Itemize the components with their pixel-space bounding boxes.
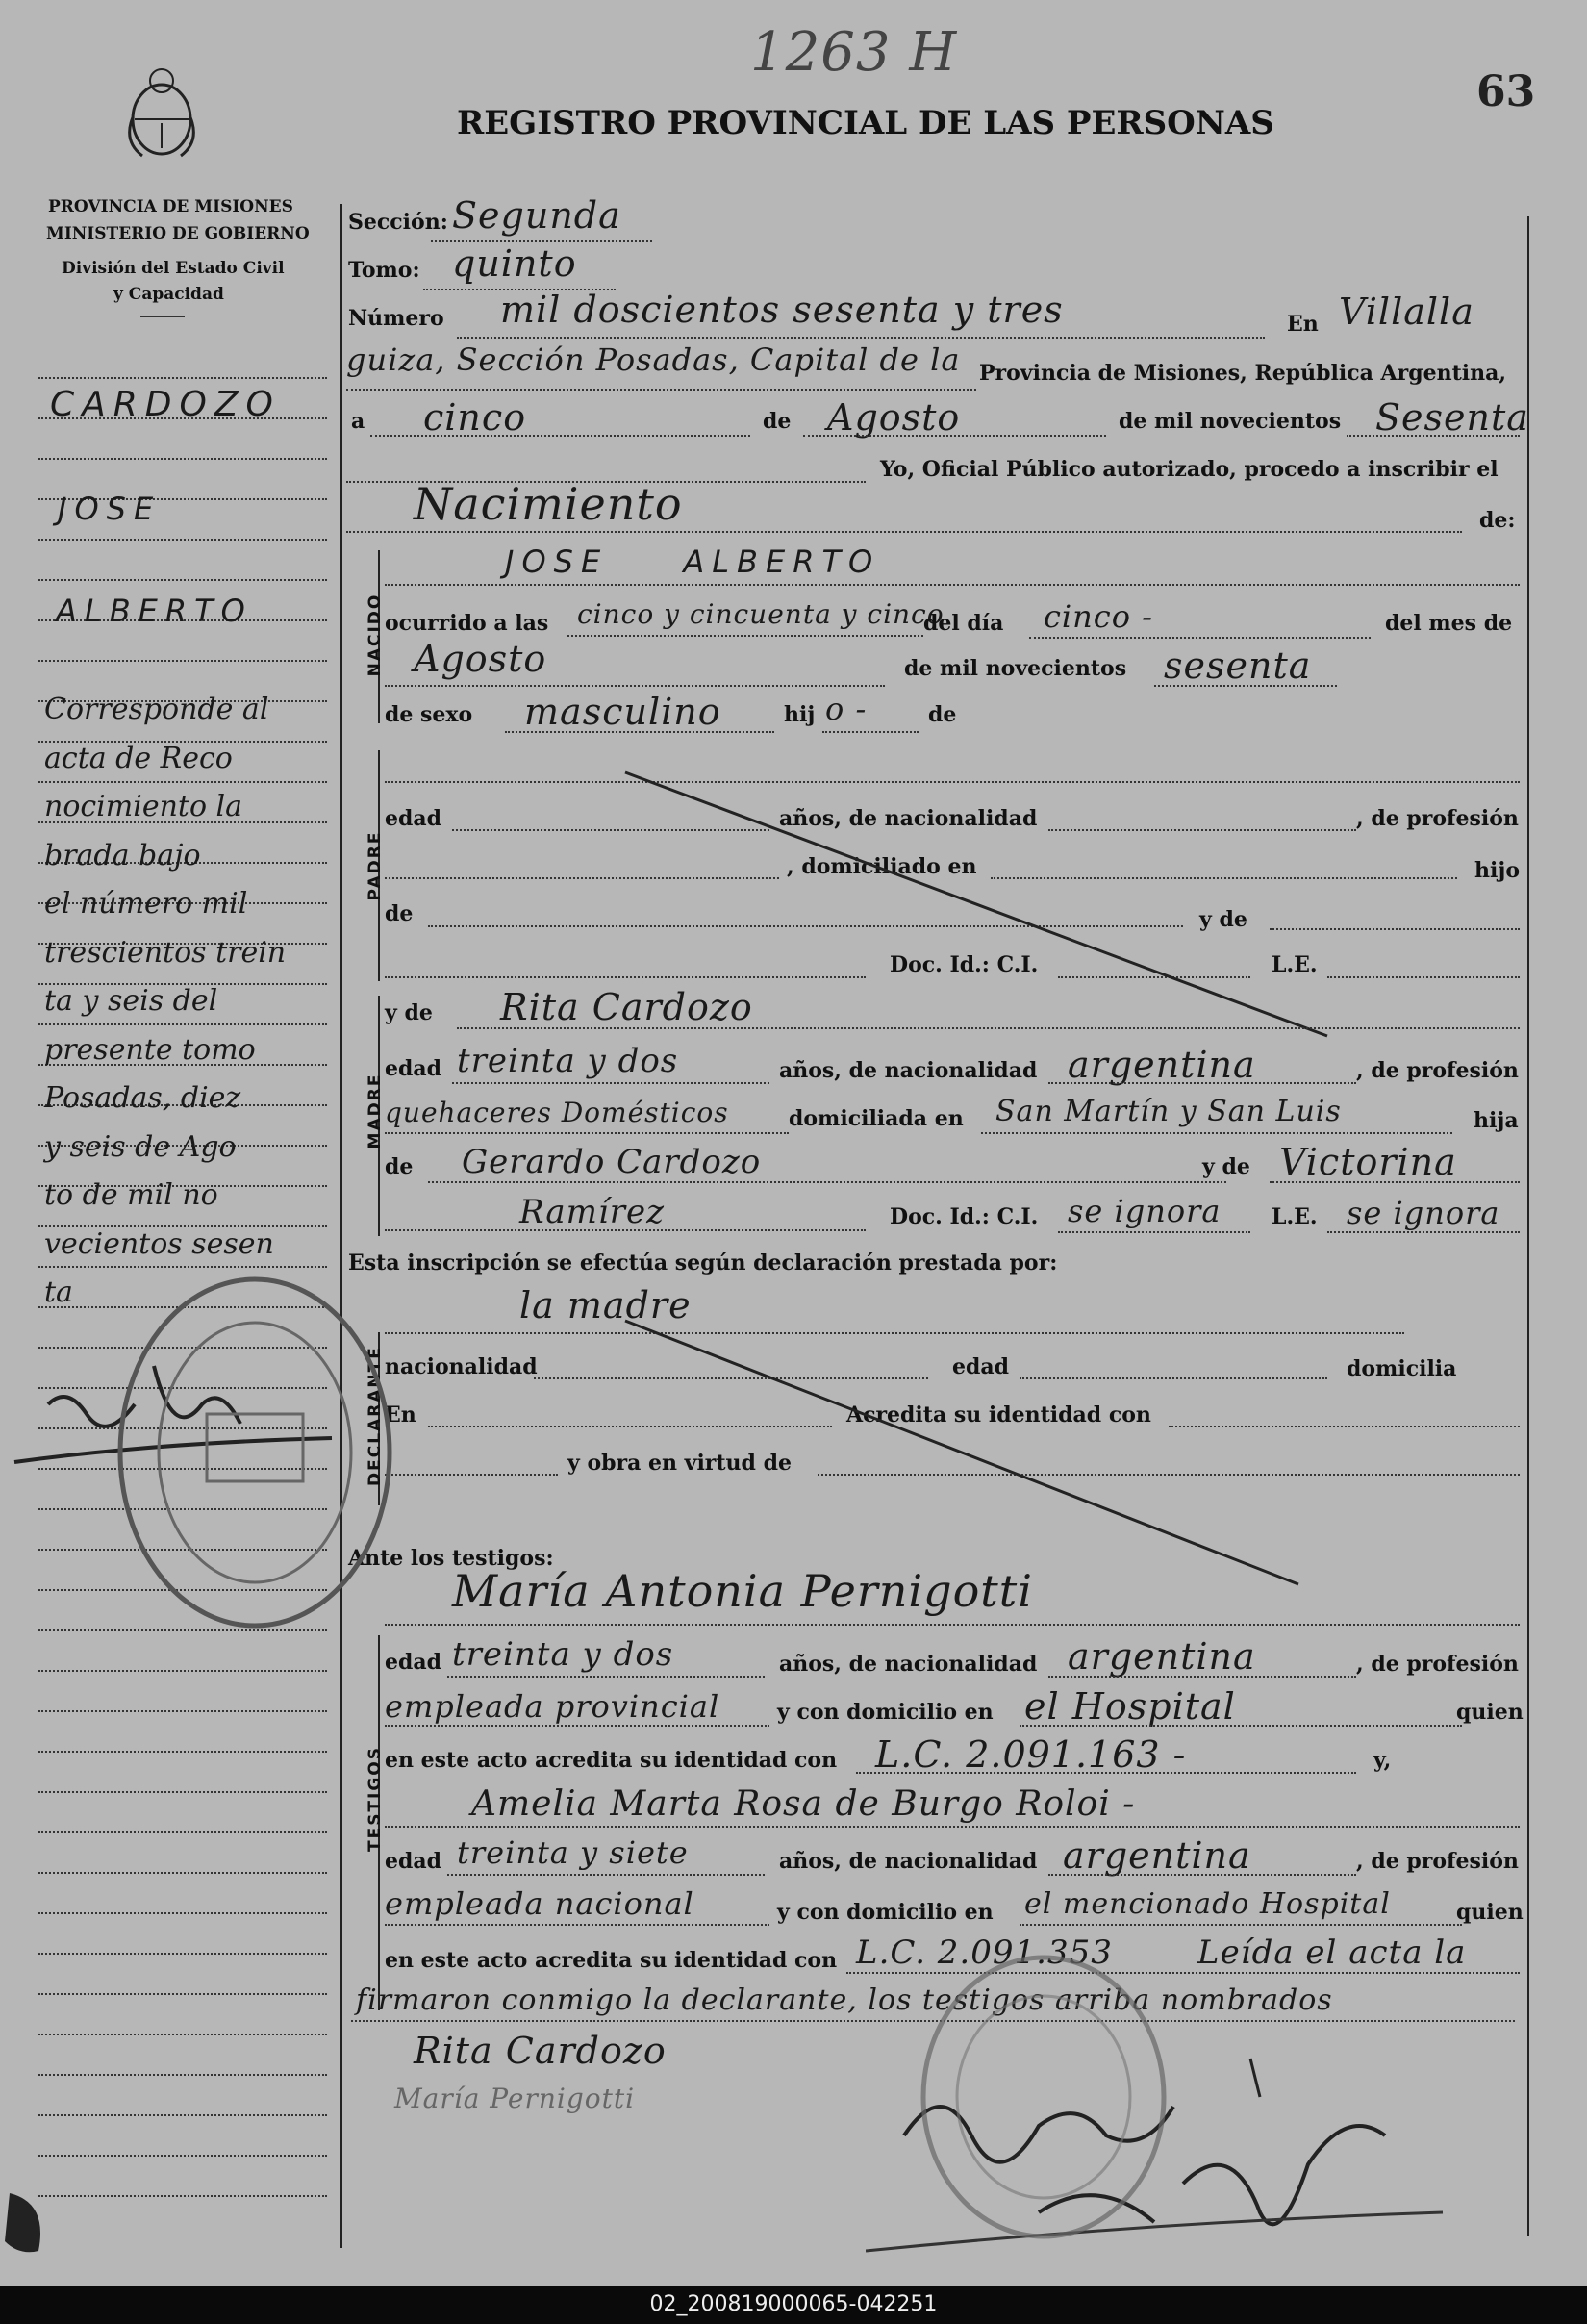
field-t2-nac: argentina xyxy=(1063,1834,1251,1877)
margin-note-line: ta y seis del xyxy=(44,984,218,1018)
label-padre-le: L.E. xyxy=(1272,952,1318,977)
label-testigos: TESTIGOS xyxy=(365,1745,385,1853)
label-t2-prof: , de profesión xyxy=(1356,1849,1519,1874)
margin-ruled-line xyxy=(38,1831,327,1833)
margin-ruled-line xyxy=(38,1751,327,1753)
label-numero: Número xyxy=(348,306,444,331)
line-anio xyxy=(1347,435,1520,437)
line-t2-dom xyxy=(1020,1924,1462,1926)
label-t1-nac: años, de nacionalidad xyxy=(779,1652,1038,1677)
label-t2-nac: años, de nacionalidad xyxy=(779,1849,1038,1874)
line-madre-ci xyxy=(1058,1231,1250,1233)
label-t2-edad: edad xyxy=(385,1849,442,1874)
label-decl-en: En xyxy=(385,1402,416,1427)
line-madre-padre xyxy=(428,1181,1226,1183)
margin-note-line: vecientos sesen xyxy=(44,1226,274,1261)
margin-surname: CARDOZO xyxy=(50,385,281,424)
label-a: a xyxy=(351,409,365,434)
margin-ruled-line xyxy=(38,1912,327,1914)
line-t2-edad xyxy=(447,1874,765,1876)
label-de-sexo: de xyxy=(928,702,957,727)
margin-note-line: y seis de Ago xyxy=(44,1129,237,1164)
label-de-mes: de xyxy=(763,409,792,434)
line-madre-le xyxy=(1327,1231,1520,1233)
line-nacido-nombre xyxy=(385,584,1520,586)
margin-ruled-line xyxy=(38,2114,327,2116)
official-seal-left xyxy=(111,1270,399,1635)
field-madre-le: se ignora xyxy=(1347,1195,1500,1231)
label-provincia: Provincia de Misiones, República Argentina, xyxy=(979,361,1507,386)
line-t1-doc xyxy=(856,1772,1356,1774)
line-t1-nac xyxy=(1048,1676,1356,1678)
field-declarante: la madre xyxy=(519,1284,692,1326)
field-testigo1: María Antonia Pernigotti xyxy=(452,1565,1033,1617)
label-madre-dom: domiciliada en xyxy=(789,1106,964,1131)
field-t1-prof: empleada provincial xyxy=(385,1688,720,1725)
field-madre-madre2: Ramírez xyxy=(519,1193,666,1231)
margin-note-line: presente tomo xyxy=(44,1032,256,1067)
field-en: Villalla xyxy=(1339,290,1474,333)
label-testigos-intro: Ante los testigos: xyxy=(348,1546,554,1571)
margin-note-line: brada bajo xyxy=(44,838,201,872)
annotation-number: 1263 H xyxy=(750,21,958,84)
label-t1-quien: quien xyxy=(1456,1700,1524,1725)
margin-note-line: trescientos trein xyxy=(44,935,287,970)
field-madre-nac: argentina xyxy=(1068,1044,1256,1086)
document-title: REGISTRO PROVINCIAL DE LAS PERSONAS xyxy=(457,104,1274,142)
agency-division: División del Estado Civil xyxy=(62,259,285,278)
margin-note-line: to de mil no xyxy=(44,1178,218,1212)
label-inscripcion: Esta inscripción se efectúa según declaración prestada por: xyxy=(348,1250,1058,1276)
label-de-mil: de mil novecientos xyxy=(1119,409,1342,434)
margin-ruled-line xyxy=(38,1670,327,1672)
field-t2-tail: Leída el acta la xyxy=(1197,1933,1467,1972)
label-madre-nac: años, de nacionalidad xyxy=(779,1058,1038,1083)
field-madre-madre: Victorina xyxy=(1279,1141,1457,1183)
field-dia-nac: cinco - xyxy=(1044,598,1153,635)
field-t2-doc: L.C. 2.091.353 xyxy=(856,1933,1113,1972)
line-t1-prof xyxy=(385,1725,769,1727)
field-closing: firmaron conmigo la declarante, los testigos arriba nombrados xyxy=(356,1983,1333,2017)
label-de-acto: de: xyxy=(1479,508,1516,533)
label-t2-dom: y con domicilio en xyxy=(777,1900,994,1925)
field-madre-dom: San Martín y San Luis xyxy=(995,1095,1342,1128)
line-t2-nac xyxy=(1048,1874,1356,1876)
field-seccion: Segunda xyxy=(452,194,621,237)
label-madre-y-de2: y de xyxy=(1202,1154,1250,1179)
margin-note-line: nocimiento la xyxy=(44,790,243,823)
field-dia: cinco xyxy=(423,396,527,439)
margin-ruled-line xyxy=(38,2074,327,2076)
field-anio-nac: sesenta xyxy=(1164,644,1312,687)
field-madre-padre: Gerardo Cardozo xyxy=(462,1143,762,1181)
margin-note-line: el número mil xyxy=(44,887,248,921)
label-decl-acredita: Acredita su identidad con xyxy=(846,1402,1151,1427)
line-dia xyxy=(370,435,750,437)
label-madre-prof: , de profesión xyxy=(1356,1058,1519,1083)
field-lugar: guiza, Sección Posadas, Capital de la xyxy=(346,341,961,378)
margin-ruled-line xyxy=(38,1023,327,1025)
line-dia-nac xyxy=(1029,637,1371,639)
field-hij: o - xyxy=(825,691,868,727)
label-t2-acredita: en este acto acredita su identidad con xyxy=(385,1948,838,1973)
label-madre-le: L.E. xyxy=(1272,1204,1318,1229)
margin-name2: ALBERTO xyxy=(56,593,253,629)
label-padre-de: de xyxy=(385,901,414,926)
field-t2-edad: treinta y siete xyxy=(457,1834,689,1871)
margin-ruled-line xyxy=(38,660,327,662)
label-en: En xyxy=(1287,312,1319,337)
coat-of-arms-emblem xyxy=(123,60,200,165)
line-padre-le xyxy=(1327,976,1520,978)
label-t1-acredita: en este acto acredita su identidad con xyxy=(385,1748,838,1773)
margin-note-line: acta de Reco xyxy=(44,741,233,775)
line-acto xyxy=(346,531,1462,533)
field-madre-prof: quehaceres Domésticos xyxy=(385,1097,729,1128)
label-hij: hij xyxy=(784,702,816,727)
agency-capacity: y Capacidad xyxy=(113,285,224,304)
agency-ministry: MINISTERIO DE GOBIERNO xyxy=(46,224,310,243)
margin-ruled-line xyxy=(38,1953,327,1955)
label-madre-doc: Doc. Id.: C.I. xyxy=(890,1204,1039,1229)
field-t2-dom: el mencionado Hospital xyxy=(1024,1887,1391,1921)
field-t1-edad: treinta y dos xyxy=(452,1635,674,1674)
label-padre-dom: , domiciliado en xyxy=(787,854,977,879)
margin-note-line: Posadas, diez xyxy=(44,1081,241,1115)
label-nacido: NACIDO xyxy=(365,593,385,677)
line-sexo xyxy=(505,731,774,733)
field-t1-dom: el Hospital xyxy=(1024,1685,1236,1728)
line-t2-prof xyxy=(385,1924,769,1926)
margin-name1: JOSE xyxy=(58,491,162,527)
agency-province: PROVINCIA DE MISIONES xyxy=(48,197,293,216)
line-hij xyxy=(822,731,919,733)
label-padre-nac: años, de nacionalidad xyxy=(779,806,1038,831)
label-padre-edad: edad xyxy=(385,806,442,831)
label-decl-nac: nacionalidad xyxy=(385,1354,538,1379)
label-del-dia: del día xyxy=(923,611,1004,636)
label-padre-y-de: y de xyxy=(1199,907,1247,932)
signature-mother: Rita Cardozo xyxy=(414,2030,667,2072)
label-seccion: Sección: xyxy=(348,210,448,235)
line-hora xyxy=(567,635,923,637)
line-numero xyxy=(457,337,1265,339)
margin-ruled-line xyxy=(38,1266,327,1268)
line-t1-edad xyxy=(447,1676,765,1678)
thumb-smudge xyxy=(0,2184,58,2261)
line-lugar xyxy=(346,389,976,391)
label-decl-edad: edad xyxy=(952,1354,1010,1379)
page-number: 63 xyxy=(1476,67,1536,116)
line-testigo2 xyxy=(385,1826,1520,1828)
official-seal-right xyxy=(914,1953,1173,2241)
margin-note-line: ta xyxy=(44,1276,73,1309)
label-t1-dom: y con domicilio en xyxy=(777,1700,994,1725)
line-madre-edad xyxy=(452,1082,769,1084)
line-mes-nac xyxy=(385,685,885,687)
line-madre-nac xyxy=(1048,1082,1356,1084)
margin-ruled-line xyxy=(38,377,327,379)
margin-ruled-line xyxy=(38,781,327,783)
line-anio-nac xyxy=(1154,685,1337,687)
line-decl-obra-pre xyxy=(385,1474,558,1476)
field-madre-ci: se ignora xyxy=(1068,1193,1222,1229)
image-footer-id: 02_200819000065-042251 xyxy=(0,2286,1587,2324)
label-t1-prof: , de profesión xyxy=(1356,1652,1519,1677)
label-yo: Yo, Oficial Público autorizado, procedo a inscribir el xyxy=(880,457,1499,482)
label-ocurrido: ocurrido a las xyxy=(385,611,549,636)
field-t2-prof: empleada nacional xyxy=(385,1885,694,1922)
field-anio: Sesenta xyxy=(1375,396,1529,439)
margin-ruled-line xyxy=(38,2155,327,2157)
margin-ruled-line xyxy=(38,458,327,460)
margin-ruled-line xyxy=(38,579,327,581)
label-padre: PADRE xyxy=(365,830,385,901)
field-tomo: quinto xyxy=(452,242,577,285)
label-decl-obra: y obra en virtud de xyxy=(567,1451,792,1476)
label-hijo: hijo xyxy=(1474,858,1520,883)
field-t1-doc: L.C. 2.091.163 - xyxy=(875,1733,1187,1776)
margin-ruled-line xyxy=(38,1710,327,1712)
margin-ruled-line xyxy=(38,2034,327,2035)
margin-note-line: Corresponde al xyxy=(44,693,269,726)
field-testigo2: Amelia Marta Rosa de Burgo Roloi - xyxy=(471,1784,1136,1824)
margin-ruled-line xyxy=(38,1872,327,1874)
field-hora: cinco y cincuenta y cinco xyxy=(577,598,945,630)
margin-ruled-line xyxy=(38,1993,327,1995)
label-mil-nac: de mil novecientos xyxy=(904,656,1127,681)
label-declarante: DECLARANTE xyxy=(365,1346,385,1486)
label-t2-quien: quien xyxy=(1456,1900,1524,1925)
line-madre-prof xyxy=(385,1132,789,1134)
margin-ruled-line xyxy=(38,539,327,541)
label-madre-y-de: y de xyxy=(385,1000,433,1025)
field-sexo: masculino xyxy=(524,691,721,733)
field-numero: mil doscientos sesenta y tres xyxy=(500,289,1064,331)
field-mes: Agosto xyxy=(827,396,961,439)
field-t1-nac: argentina xyxy=(1068,1635,1256,1678)
label-del-mes: del mes de xyxy=(1385,611,1513,636)
label-t1-y: y, xyxy=(1373,1748,1392,1773)
label-tomo: Tomo: xyxy=(348,258,420,283)
agency-underline xyxy=(140,316,185,317)
line-mes xyxy=(803,435,1106,437)
label-padre-prof: , de profesión xyxy=(1356,806,1519,831)
field-acto: Nacimiento xyxy=(414,478,683,530)
label-padre-doc: Doc. Id.: C.I. xyxy=(890,952,1039,977)
main-right-border xyxy=(1527,216,1529,2236)
line-madre-nombre xyxy=(457,1027,1520,1029)
field-madre-nombre: Rita Cardozo xyxy=(500,986,753,1028)
line-t1-dom xyxy=(1020,1725,1462,1727)
field-madre-edad: treinta y dos xyxy=(457,1042,679,1080)
margin-ruled-line xyxy=(38,1791,327,1793)
margin-ruled-line xyxy=(38,2195,327,2197)
label-sexo: de sexo xyxy=(385,702,473,727)
label-decl-domicilia: domicilia xyxy=(1347,1356,1457,1381)
label-hija: hija xyxy=(1474,1108,1519,1133)
line-madre-madre2 xyxy=(385,1229,866,1231)
label-madre: MADRE xyxy=(365,1073,385,1149)
main-left-border xyxy=(340,204,342,2248)
signature-witness: María Pernigotti xyxy=(394,2083,636,2114)
label-t1-edad: edad xyxy=(385,1650,442,1675)
field-nacido-nombre: JOSE ALBERTO xyxy=(505,543,881,580)
line-madre-madre xyxy=(1270,1181,1520,1183)
label-madre-edad: edad xyxy=(385,1056,442,1081)
label-madre-de: de xyxy=(385,1154,414,1179)
field-mes-nac: Agosto xyxy=(414,638,547,680)
line-testigo1 xyxy=(385,1624,1520,1626)
cancel-stroke-declarante xyxy=(616,1313,1308,1592)
line-madre-dom xyxy=(981,1132,1452,1134)
